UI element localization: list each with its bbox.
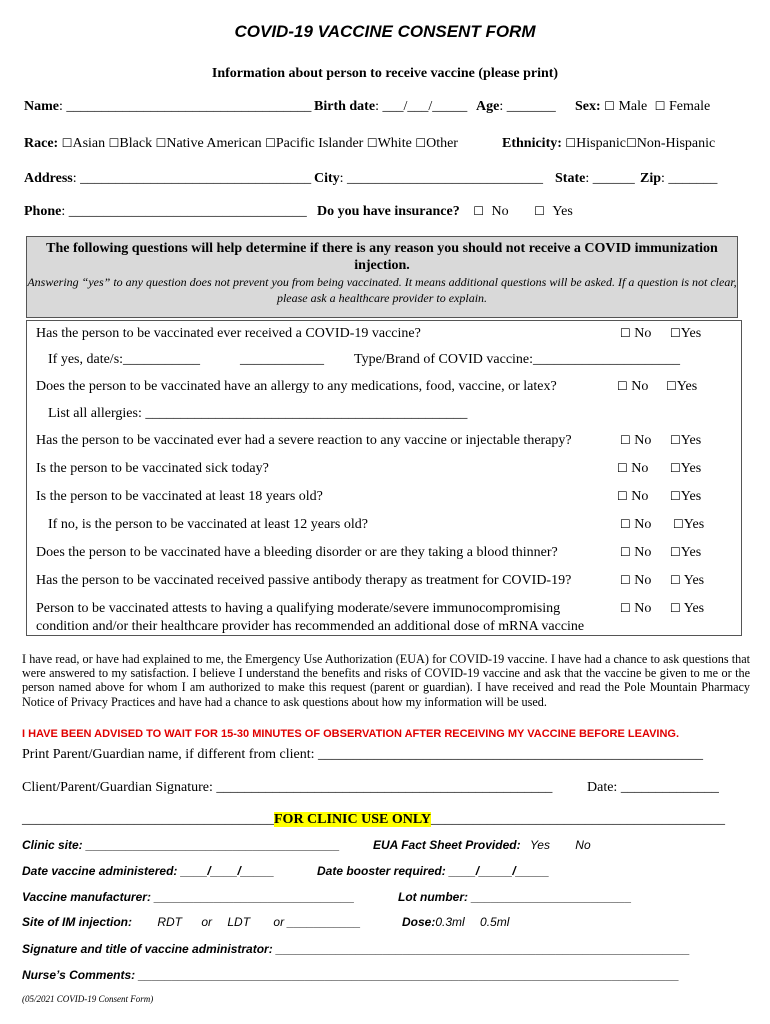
answer-row (620, 517, 651, 533)
administrator-signature-field[interactable]: Signature and title of vaccine administrator: ______________________________________________________________ (22, 942, 690, 956)
site-im-row (22, 915, 361, 929)
question-2-allergies[interactable]: List all allergies: ______________________________________________ (48, 406, 468, 421)
q5-yes-label: Yes (680, 489, 702, 504)
notice-box (26, 236, 738, 318)
sex-female-label: Female (668, 99, 711, 114)
answer-row (617, 461, 648, 477)
question-8: Has the person to be vaccinated received passive antibody therapy as treatment for COVID-19? (36, 573, 572, 588)
race-option-black: Black (119, 136, 153, 151)
age-row (476, 99, 556, 115)
question-7: Does the person to be vaccinated have a bleeding disorder or are they taking a blood thinner? (36, 545, 558, 560)
race-option-pacific-islander: Pacific Islander (275, 136, 364, 151)
q1-yes-label: Yes (680, 326, 702, 341)
age-field[interactable]: : _______ (499, 99, 556, 114)
question-1-dates-2[interactable]: ____________ (240, 352, 324, 367)
question-9-line-1: Person to be vaccinated attests to having a qualifying moderate/severe immunocompromising (36, 601, 561, 616)
q8-yes-checkbox[interactable]: ☐ (670, 573, 681, 587)
q6-no-checkbox[interactable]: ☐ (620, 517, 631, 531)
q4-yes-label: Yes (680, 461, 702, 476)
city-field[interactable]: : ____________________________ (339, 171, 544, 186)
eua-label: EUA Fact Sheet Provided: (373, 838, 521, 852)
q2-yes-label: Yes (676, 379, 698, 394)
q1-no-checkbox[interactable]: ☐ (620, 326, 631, 340)
race-native-american-checkbox[interactable]: ☐ (155, 136, 167, 150)
insurance-no-checkbox[interactable]: ☐ (473, 204, 484, 218)
race-other-checkbox[interactable]: ☐ (415, 136, 427, 150)
answer-row (617, 379, 648, 395)
site-or-text: or (201, 915, 213, 929)
q9-yes-checkbox[interactable]: ☐ (670, 601, 681, 615)
answer-row (670, 601, 704, 617)
question-3: Has the person to be vaccinated ever had a severe reaction to any vaccine or injectable therapy? (36, 433, 572, 448)
q3-no-label: No (634, 433, 652, 448)
phone-label: Phone (24, 204, 62, 219)
race-label: Race (24, 136, 54, 151)
q9-no-checkbox[interactable]: ☐ (620, 601, 631, 615)
question-6: If no, is the person to be vaccinated at least 12 years old? (48, 517, 368, 532)
q1-no-label: No (634, 326, 652, 341)
dose-option-0-5ml[interactable]: 0.5ml (480, 915, 510, 929)
race-pacific-islander-checkbox[interactable]: ☐ (265, 136, 276, 150)
notice-note: Answering “yes” to any question does not prevent you from being vaccinated. It means additional questions will be asked. If a question is not clear, please ask a healthcare provider to explain. (27, 275, 737, 305)
question-2: Does the person to be vaccinated have an allergy to any medications, food, vaccine, or latex? (36, 379, 557, 394)
clinic-header (22, 812, 725, 828)
question-9-line-2: condition and/or their healthcare provider has recommended an additional dose of mRNA vaccine (36, 619, 585, 634)
q7-no-label: No (634, 545, 652, 560)
birth-date-label: Birth date (314, 99, 376, 114)
form-footer: (05/2021 COVID-19 Consent Form) (22, 994, 154, 1004)
state-field[interactable]: : ______ (585, 171, 635, 186)
site-rdt-option[interactable]: RDT (157, 915, 183, 929)
q2-no-checkbox[interactable]: ☐ (617, 379, 628, 393)
insurance-yes-label: Yes (552, 204, 573, 219)
q8-no-checkbox[interactable]: ☐ (620, 573, 631, 587)
city-label: City (314, 171, 340, 186)
insurance-label: Do you have insurance? (317, 204, 460, 219)
race-white-checkbox[interactable]: ☐ (366, 136, 378, 150)
q4-yes-checkbox[interactable]: ☐ (670, 461, 681, 475)
form-title: COVID-19 VACCINE CONSENT FORM (234, 22, 536, 41)
q6-no-label: No (634, 517, 652, 532)
signature-field[interactable]: Client/Parent/Guardian Signature: ________________________________________________ (22, 780, 553, 795)
zip-field[interactable]: : _______ (661, 171, 718, 186)
q8-no-label: No (634, 573, 652, 588)
answer-row (670, 461, 701, 477)
q7-no-checkbox[interactable]: ☐ (620, 545, 631, 559)
zip-row (640, 171, 717, 187)
eua-row (373, 838, 591, 852)
answer-row (670, 545, 701, 561)
eua-no-option[interactable]: No (575, 838, 591, 852)
sex-female-checkbox[interactable]: ☐ (654, 99, 666, 113)
sex-male-label: Male (618, 99, 648, 114)
zip-label: Zip (640, 171, 662, 186)
ethnicity-label: Ethnicity (502, 136, 558, 151)
race-option-native-american: Native American (166, 136, 262, 151)
q9-yes-label: Yes (683, 601, 705, 616)
dose-row (402, 915, 509, 929)
birth-row (314, 99, 467, 115)
q7-yes-label: Yes (680, 545, 702, 560)
question-5: Is the person to be vaccinated at least 18 years old? (36, 489, 323, 504)
q6-yes-checkbox[interactable]: ☐ (673, 517, 684, 531)
name-label: Name (24, 99, 59, 114)
q7-yes-checkbox[interactable]: ☐ (670, 545, 681, 559)
race-row: Race: ☐Asian ☐Black ☐Native American ☐Pacific Islander ☐White ☐Other (24, 136, 458, 151)
answer-row (670, 326, 701, 342)
race-asian-checkbox[interactable]: ☐ (61, 136, 73, 150)
sex-male-checkbox[interactable]: ☐ (604, 99, 615, 113)
name-field[interactable]: : ___________________________________ (59, 99, 312, 114)
date-booster-field[interactable]: Date booster required: ____/_____/_____ (317, 864, 550, 878)
answer-row (620, 573, 651, 589)
question-1-brand[interactable]: Type/Brand of COVID vaccine:_____________________ (354, 352, 681, 367)
site-other-field[interactable]: or ___________ (273, 915, 361, 929)
state-label: State (555, 171, 586, 186)
consent-paragraph: I have read, or have had explained to me, the Emergency Use Authorization (EUA) for COVID-19 vaccine. I have had a chance to ask questions that were answered to my satisfaction. I believe I understand the benefits and risks of COVID-19 vaccine and ask that the vaccine be given to me or the person named above for whom I am authorized to make this request (parent or guardian). I have received and read the Pole Mountain Pharmacy Notice of Privacy Practices and have had a chance to ask questions about how my information will be used. (22, 652, 750, 709)
site-ldt-option[interactable]: LDT (227, 915, 251, 929)
state-row (555, 171, 635, 187)
answer-row (666, 379, 697, 395)
answer-row (620, 326, 651, 342)
q3-yes-label: Yes (680, 433, 702, 448)
answer-row (670, 489, 701, 505)
q1-yes-checkbox[interactable]: ☐ (670, 326, 681, 340)
q5-yes-checkbox[interactable]: ☐ (670, 489, 681, 503)
site-im-label: Site of IM injection: (22, 915, 132, 929)
answer-row (620, 601, 651, 617)
race-black-checkbox[interactable]: ☐ (108, 136, 120, 150)
notice-heading: The following questions will help determine if there is any reason you should not receive a COVID immunization injection. (46, 241, 718, 273)
clinic-header-rule-left: ____________________________________ (22, 812, 274, 827)
address-row (24, 171, 311, 187)
print-name-field[interactable]: Print Parent/Guardian name, if different from client: _______________________________________________________ (22, 747, 703, 762)
address-label: Address (24, 171, 73, 186)
dose-label: Dose: (402, 915, 436, 929)
insurance-row (317, 204, 573, 220)
ethnicity-row: Ethnicity: ☐Hispanic☐Non-Hispanic (502, 136, 716, 151)
name-row (24, 99, 311, 115)
q6-yes-label: Yes (683, 517, 705, 532)
observation-warning: I HAVE BEEN ADVISED TO WAIT FOR 15-30 MINUTES OF OBSERVATION AFTER RECEIVING MY VACCINE BEFORE LEAVING. (22, 728, 680, 740)
phone-row (24, 204, 307, 220)
city-row (314, 171, 543, 187)
clinic-use-only-label: FOR CLINIC USE ONLY (274, 812, 432, 827)
dose-option-0-3ml[interactable]: 0.3ml (435, 915, 465, 929)
ethnicity-option-hispanic: Hispanic (576, 136, 626, 151)
date-field[interactable]: Date: ______________ (587, 780, 719, 795)
answer-row (670, 573, 704, 589)
sex-row: Sex: ☐ Male ☐ Female (575, 99, 711, 114)
q2-no-label: No (631, 379, 649, 394)
insurance-no-label: No (491, 204, 509, 219)
age-label: Age (476, 99, 500, 114)
race-option-white: White (377, 136, 412, 151)
ethnicity-hispanic-checkbox[interactable]: ☐ (565, 136, 577, 150)
form-subtitle: Information about person to receive vaccine (please print) (211, 66, 559, 81)
lot-number-field[interactable]: Lot number: ________________________ (398, 890, 632, 904)
insurance-yes-checkbox[interactable]: ☐ (534, 204, 545, 218)
q5-no-label: No (631, 489, 649, 504)
q3-no-checkbox[interactable]: ☐ (620, 433, 631, 447)
q4-no-label: No (631, 461, 649, 476)
answer-row (617, 489, 648, 505)
question-1-dates[interactable]: If yes, date/s:___________ (48, 352, 201, 367)
question-1: Has the person to be vaccinated ever received a COVID-19 vaccine? (36, 326, 421, 341)
phone-field[interactable]: : __________________________________ (61, 204, 307, 219)
address-field[interactable]: : _________________________________ (72, 171, 312, 186)
nurse-comments-field[interactable]: Nurse’s Comments: _________________________________________________________________________________ (22, 968, 680, 982)
answer-row (670, 433, 701, 449)
question-4: Is the person to be vaccinated sick today? (36, 461, 269, 476)
ethnicity-non-hispanic-checkbox[interactable]: ☐ (625, 136, 637, 150)
date-administered-field[interactable]: Date vaccine administered: ____/____/_____ (22, 864, 275, 878)
race-option-asian: Asian (72, 136, 106, 151)
ethnicity-option-non-hispanic: Non-Hispanic (636, 136, 716, 151)
clinic-header-rule-right: __________________________________________ (431, 812, 726, 827)
clinic-site-field[interactable]: Clinic site: ______________________________________ (22, 838, 340, 852)
answer-row (673, 517, 704, 533)
q9-no-label: No (634, 601, 652, 616)
answer-row (620, 545, 651, 561)
eua-yes-option[interactable]: Yes (529, 838, 550, 852)
sex-label: Sex (575, 99, 596, 114)
answer-row (620, 433, 651, 449)
birth-date-field[interactable]: : ___/___/_____ (375, 99, 468, 114)
q3-yes-checkbox[interactable]: ☐ (670, 433, 681, 447)
q4-no-checkbox[interactable]: ☐ (617, 461, 628, 475)
q8-yes-label: Yes (683, 573, 705, 588)
race-option-other: Other (426, 136, 458, 151)
q5-no-checkbox[interactable]: ☐ (617, 489, 628, 503)
q2-yes-checkbox[interactable]: ☐ (666, 379, 677, 393)
vaccine-manufacturer-field[interactable]: Vaccine manufacturer: ______________________________ (22, 890, 355, 904)
